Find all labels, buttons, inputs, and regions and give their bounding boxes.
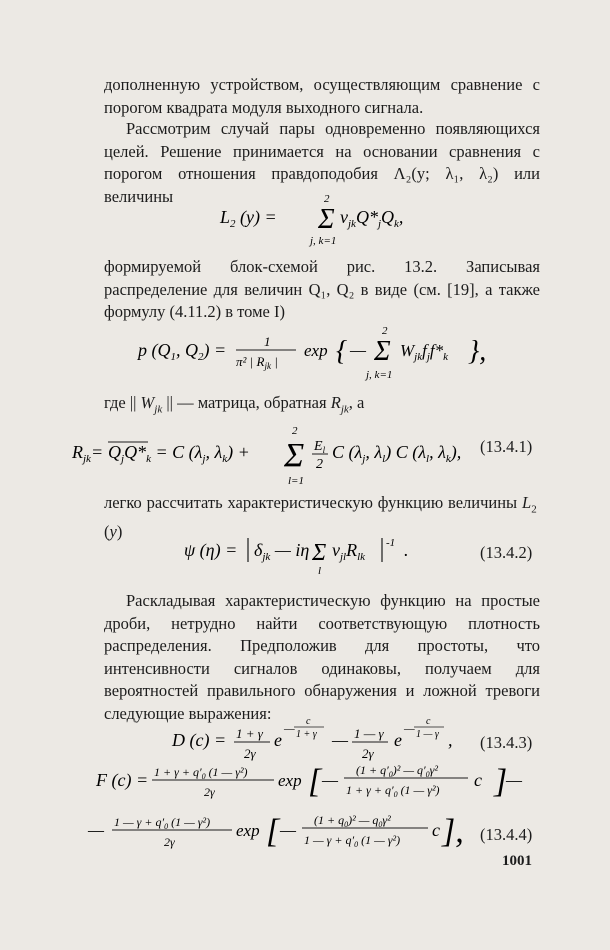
equation-13-4-3 (60, 716, 560, 766)
svg-text:ψ (η) =: ψ (η) = (184, 540, 238, 560)
svg-text:Σ: Σ (318, 204, 335, 235)
svg-text:1 — γ + q′0 (1 — γ²): 1 — $\gamma + q'_0$ (1 — γ²) (114, 815, 211, 831)
svg-text:Rjk=: $R_{jk}=$ (72, 442, 104, 465)
svg-text:p (Q1, Q2) =: p ($Q_1$, $Q_2$) = (138, 340, 227, 363)
svg-text:1 + γ + q′0 (1 — γ²): $1 + \gamma + q'_0$ (1 — γ²) (154, 765, 248, 781)
svg-text:j, k=1: j, k=1 (366, 369, 393, 381)
equation-L2 (60, 190, 560, 247)
equation-number-2: (13.4.2) (480, 543, 533, 562)
svg-text:vjkQ*jQk,: $v_{jk}Q*_jQ_k$, (340, 207, 404, 230)
svg-text:-1: -1 (386, 537, 396, 549)
svg-text:},: }, (468, 336, 487, 367)
svg-text:C (λj, λl) C (λl, λk),: C ($\lambda_j$, $\lambda_l$) C ($\lambda_l$, $\lambda_k$), (332, 442, 462, 465)
svg-text:1 — γ + q′0 (1 — γ²): 1 — $\gamma + q'_0$ (1 — γ²) (304, 833, 401, 849)
svg-text:]: ] (494, 763, 508, 800)
svg-text:(1 + q′0)² — q′0γ²: $(1 + q'_0)^2$ — $q'_0\gamma^2$ (356, 763, 438, 779)
paragraph-2: Рассмотрим случай пары одновременно появляющихся целей. Решение принимается на основании сравнения с порогом отношения правдоподобия Λ₂(y; λ₁, λ₂) или величины (104, 119, 540, 206)
svg-text:l: l (318, 565, 322, 577)
svg-text:El: $E_l$ (314, 439, 326, 455)
svg-text:—: — (404, 721, 415, 735)
svg-text:],: ], (442, 813, 464, 850)
svg-text:j, k=1: j, k=1 (310, 235, 337, 247)
svg-text:{: { (336, 336, 348, 367)
svg-text:exp: exp (304, 341, 328, 360)
svg-text:QjQ*k = C (λj, λk) +: $Q_jQ*_k = C$ ($\lambda_j$, $\lambda_k$) + (108, 442, 250, 465)
equation-13-4-4 (60, 762, 560, 858)
paragraph-4: где || $W_{jk}$ || — матрица, обратная $R_{jk}$, а (104, 393, 365, 416)
svg-text:—: — (284, 721, 295, 735)
equation-13-4-1 (60, 420, 560, 490)
svg-text:D (c) =: D (c) = (172, 730, 227, 750)
svg-text:—: — (350, 340, 367, 360)
page-number: 1001 (502, 853, 532, 869)
svg-text:l=1: l=1 (288, 475, 304, 487)
svg-text:—: — (322, 770, 339, 790)
svg-text:exp: exp (278, 771, 302, 790)
svg-text:1 — γ: 1 — γ (416, 729, 439, 740)
svg-text:2γ: 2γ (164, 835, 175, 849)
svg-text:2γ: 2γ (244, 746, 256, 761)
svg-text:c: c (432, 820, 440, 840)
svg-text:1 — γ: 1 — γ (354, 726, 384, 741)
paragraph-3: формируемой блок-схемой рис. 13.2. Записывая распределение для величин Q₁, Q₂ в виде (см. [19], а также формулу (4.11.2) в томе I) (104, 257, 540, 321)
svg-text:Wjkfjf*k: $W_{jk}f_jf*_k$ (400, 341, 449, 363)
svg-text:1: 1 (264, 334, 271, 349)
svg-text:—: — (506, 770, 523, 790)
svg-text:2: 2 (382, 325, 388, 337)
svg-text:,: , (448, 730, 453, 750)
svg-text:δjk — iη: $\delta_{jk}$ — iη (254, 540, 310, 563)
svg-text:2: 2 (316, 457, 323, 472)
svg-text:L2 (y) =: $L_2$ (y) = (220, 207, 277, 230)
svg-text:c: c (426, 716, 431, 727)
equation-L2-svg (60, 190, 560, 248)
svg-text:c: c (306, 716, 311, 727)
paragraph-6: Раскладывая характеристическую функцию на простые дроби, нетрудно найти соответствующую плотность распределения. Предположив для простоты, что интенсивности сигналов одинаковы, получаем для вероятностей правильного обнаружения и ложной тревоги следующие выражения: (104, 591, 540, 723)
svg-text:Σ: Σ (374, 336, 391, 367)
equation-number-3: (13.4.3) (480, 733, 533, 752)
svg-text:—: — (332, 730, 349, 750)
svg-text:1 + γ + q′0 (1 — γ²): $1 + \gamma + q'_0$ (1 — γ²) (346, 783, 440, 799)
equation-number-4: (13.4.4) (480, 825, 533, 844)
svg-text:exp: exp (236, 821, 260, 840)
svg-text:1 + γ: 1 + γ (296, 729, 317, 740)
svg-text:Σ: Σ (284, 437, 305, 474)
svg-text:—: — (88, 820, 105, 840)
svg-text:(1 + q0)² — q0γ²: $(1 + q_0)^2$ — $q_0\gamma^2$ (314, 813, 391, 829)
svg-text:Σ: Σ (312, 540, 327, 566)
paragraph-5: легко рассчитать характеристическую функцию величины $L_2$ (y) (104, 493, 540, 541)
svg-text:F (c) =: F (c) = (96, 770, 149, 790)
svg-text:c: c (474, 770, 482, 790)
svg-text:[: [ (308, 763, 322, 800)
svg-text:2γ: 2γ (362, 746, 374, 761)
svg-text:[: [ (266, 813, 280, 850)
svg-text:—: — (280, 820, 297, 840)
equation-13-4-2 (60, 530, 560, 578)
svg-text:2: 2 (324, 193, 330, 205)
equation-p-svg (60, 322, 560, 384)
svg-text:e: e (274, 730, 282, 750)
paragraph-1: дополненную устройством, осуществляющим сравнение с порогом квадрата модуля выходного сигнала. (104, 75, 540, 117)
svg-text:2γ: 2γ (204, 785, 215, 799)
svg-text:1 + γ: 1 + γ (236, 726, 263, 741)
svg-text:e: e (394, 730, 402, 750)
svg-text:2: 2 (292, 425, 298, 437)
svg-text:.: . (404, 540, 409, 560)
svg-text:π² | Rjk |: π² | $R_{jk}$ | (236, 354, 278, 371)
svg-text:vjlRlk: $v_{jl}R_{lk}$ (332, 540, 366, 563)
equation-p (60, 322, 560, 382)
equation-number-1: (13.4.1) (480, 437, 533, 456)
